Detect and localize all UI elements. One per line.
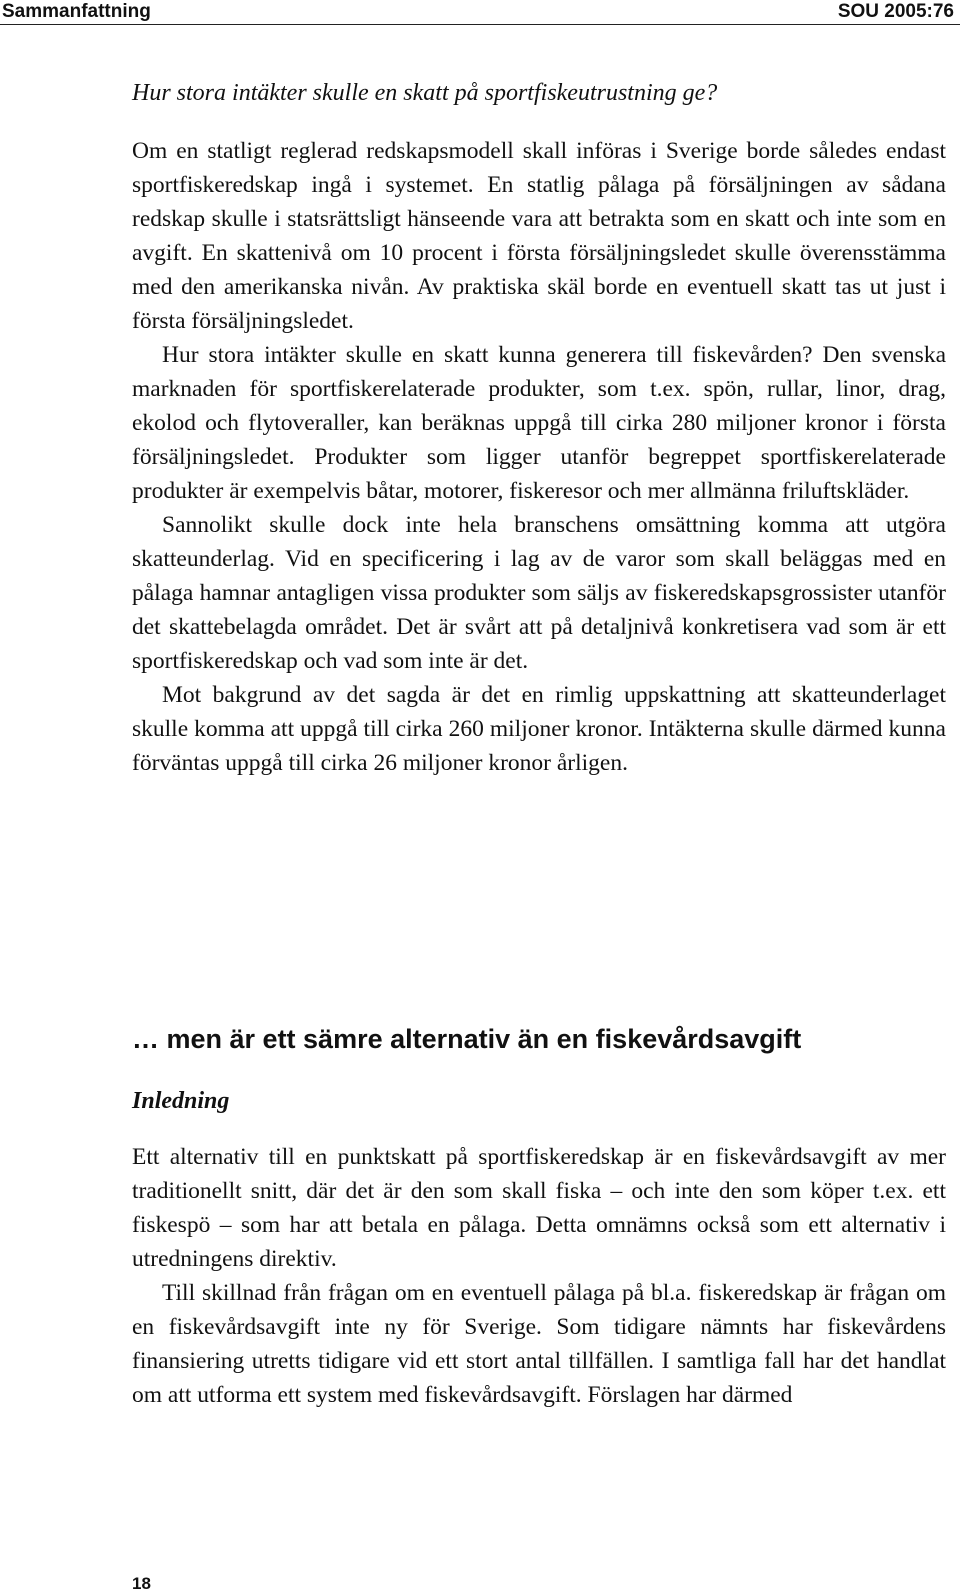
header-document-id: SOU 2005:76 [837,1,954,22]
paragraph: Hur stora intäkter skulle en skatt kunna generera till fiskevården? Den svenska marknaden för sportfiskerelaterade produkter, som t.ex. spön, rullar, linor, drag, ekolod och flytoveraller, kan beräknas uppgå till cirka 280 miljoner kronor i första försäljningsledet. Produkter som ligger utanför begreppet sportfiskerelaterade produkter är exempelvis båtar, motorer, fiskeresor och mer allmänna friluftskläder. [132,342,946,504]
sub-heading: Inledning [132,1088,230,1114]
running-header [0,0,960,24]
paragraph: Om en statligt reglerad redskapsmodell skall införas i Sverige borde således endast sportfiskeredskap ingå i systemet. En statlig pålaga på försäljningen av sådana redskap skulle i statsrättsligt hänseende vara att betrakta som en skatt och inte som en avgift. En skattenivå om 10 procent i första försäljningsledet skulle överensstämma med den amerikanska nivån. Av praktiska skäl borde en eventuell skatt tas ut just i första försäljningsledet. [132,138,946,334]
paragraph: Mot bakgrund av det sagda är det en rimlig uppskattning att skatteunderlaget skulle komma att uppgå till cirka 260 miljoner kronor. Intäkterna skulle därmed kunna förväntas uppgå till cirka 26 miljoner kronor årligen. [132,682,946,776]
paragraph: Till skillnad från frågan om en eventuell pålaga på bl.a. fiskeredskap är frågan om en fiskevårdsavgift inte ny för Sverige. Som tidigare nämnts har fiskevårdens finansiering utretts tidigare vid ett stort antal tillfällen. I samtliga fall har det handlat om att utforma ett system med fiskevårdsavgift. Förslagen har därmed [132,1280,946,1408]
paragraph: Ett alternativ till en punktskatt på sportfiskeredskap är en fiskevårdsavgift av mer traditionellt snitt, där det är den som skall fiska – och inte den som köper t.ex. ett fiskespö – som har att betala en pålaga. Detta omnämns också som ett alternativ i utredningens direktiv. [132,1144,946,1272]
section-body [132,1140,946,1412]
header-section-title: Sammanfattning [2,1,151,22]
page-body [132,76,946,1408]
question-heading: Hur stora intäkter skulle en skatt på sportfiskeutrustning ge? [132,80,718,106]
page-number: 18 [132,1574,151,1593]
header-rule [0,24,960,25]
section-heading: … men är ett sämre alternativ än en fiskevårdsavgift [132,1024,802,1054]
paragraph: Sannolikt skulle dock inte hela branschens omsättning komma att utgöra skatteunderlag. Vid en specificering i lag av de varor som skall beläggas med en pålaga hamnar antagligen vissa produkter som säljs av fiskeredskapsgrossister utanför det skattebelagda området. Det är svårt att på detaljnivå konkretisera vad som är ett sportfiskeredskap och vad som inte är det. [132,512,946,674]
